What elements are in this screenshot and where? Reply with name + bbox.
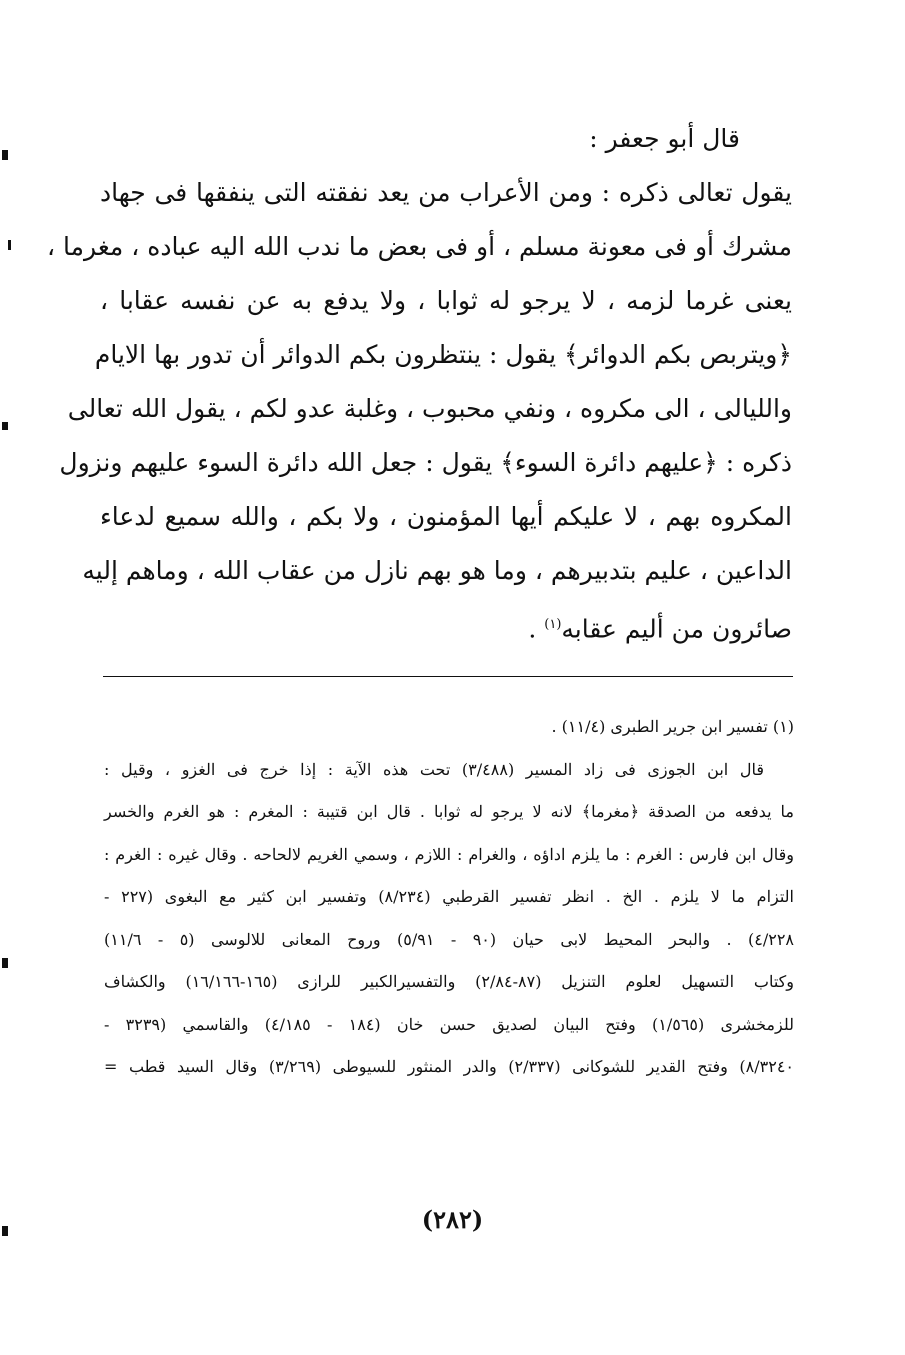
last-line-text: صائرون من أليم عقابه	[561, 614, 792, 644]
footnote-line: وقال ابن فارس : الغرم : ما يلزم اداؤه ، والغرام : اللازم ، وسمي الغريم لالحاحه . وقال غيره : الغرم :	[104, 844, 794, 864]
margin-mark	[2, 422, 8, 430]
footnote-reference: (١)	[544, 617, 562, 632]
text-line: والليالى ، الى مكروه ، ونفي محبوب ، وغلبة عدو لكم ، يقول الله تعالى	[67, 394, 792, 423]
text-line: يقول تعالى ذكره : ومن الأعراب من يعد نفقته التى ينفقها فى جهاد	[100, 178, 792, 207]
margin-mark	[2, 958, 8, 968]
main-text-block	[47, 112, 792, 656]
margin-mark	[8, 240, 11, 250]
page-number: (٢٨٢)	[421, 1205, 484, 1234]
footnote-line: (١) تفسير ابن جرير الطبرى (١١/٤) .	[551, 717, 794, 736]
text-line-last	[100, 598, 792, 656]
text-line: الداعين ، عليم بتدبيرهم ، وما هو بهم نازل من عقاب الله ، وماهم إليه	[82, 556, 792, 585]
footnote-line: وكتاب التسهيل لعلوم التنزيل (٨٧-٢/٨٤) والتفسيرالكبير للرازى (١٦٥-١٦/١٦٦) والكشاف	[104, 972, 794, 991]
footnote-line: للزمخشرى (١/٥٦٥) وفتح البيان لصديق حسن خان (١٨٤ - ٤/١٨٥) والقاسمي (٣٢٣٩ -	[104, 1014, 794, 1034]
margin-mark	[2, 150, 8, 160]
text-line: ذكره : ﴿عليهم دائرة السوء﴾ يقول : جعل الله دائرة السوء عليهم ونزول	[59, 448, 792, 477]
footnote-line: قال ابن الجوزى فى زاد المسير (٣/٤٨٨) تحت هذه الآية : إذا خرج فى الغزو ، وقيل :	[104, 759, 765, 779]
footnote-line: ٤/٢٢٨) . والبحر المحيط لابى حيان (٩٠ - ٥/٩١) وروح المعانى للالوسى (٥ - ١١/٦)	[104, 929, 794, 949]
footnotes-block	[104, 706, 794, 1089]
footnote-line: التزام ما لا يلزم . الخ . انظر تفسير القرطبي (٨/٢٣٤) وتفسير ابن كثير مع البغوى (٢٢٧ -	[104, 887, 794, 906]
text-line: المكروه بهم ، لا عليكم أيها المؤمنون ، ولا بكم ، والله سميع لدعاء	[100, 502, 792, 531]
section-heading: قال أبو جعفر :	[589, 124, 740, 153]
text-line: يعنى غرما لزمه ، لا يرجو له ثوابا ، ولا يدفع به عن نفسه عقابا ،	[100, 286, 792, 315]
footnote-line: ما يدفعه من الصدقة ﴿مغرما﴾ لانه لا يرجو له ثوابا . قال ابن قتيبة : المغرم : هو الغرم والخسر	[104, 802, 794, 821]
text-line: مشرك أو فى معونة مسلم ، أو فى بعض ما ندب الله اليه عباده ، مغرما ،	[47, 232, 792, 261]
last-line-end: .	[528, 614, 545, 644]
footnote-line: ٨/٣٢٤٠) وفتح القدير للشوكانى (٢/٣٣٧) والدر المنثور للسيوطى (٣/٢٦٩) وقال السيد قطب =	[104, 1057, 795, 1076]
footnote-separator	[103, 676, 793, 677]
text-line: ﴿ويتربص بكم الدوائر﴾ يقول : ينتظرون بكم الدوائر أن تدور بها الايام	[94, 340, 792, 369]
